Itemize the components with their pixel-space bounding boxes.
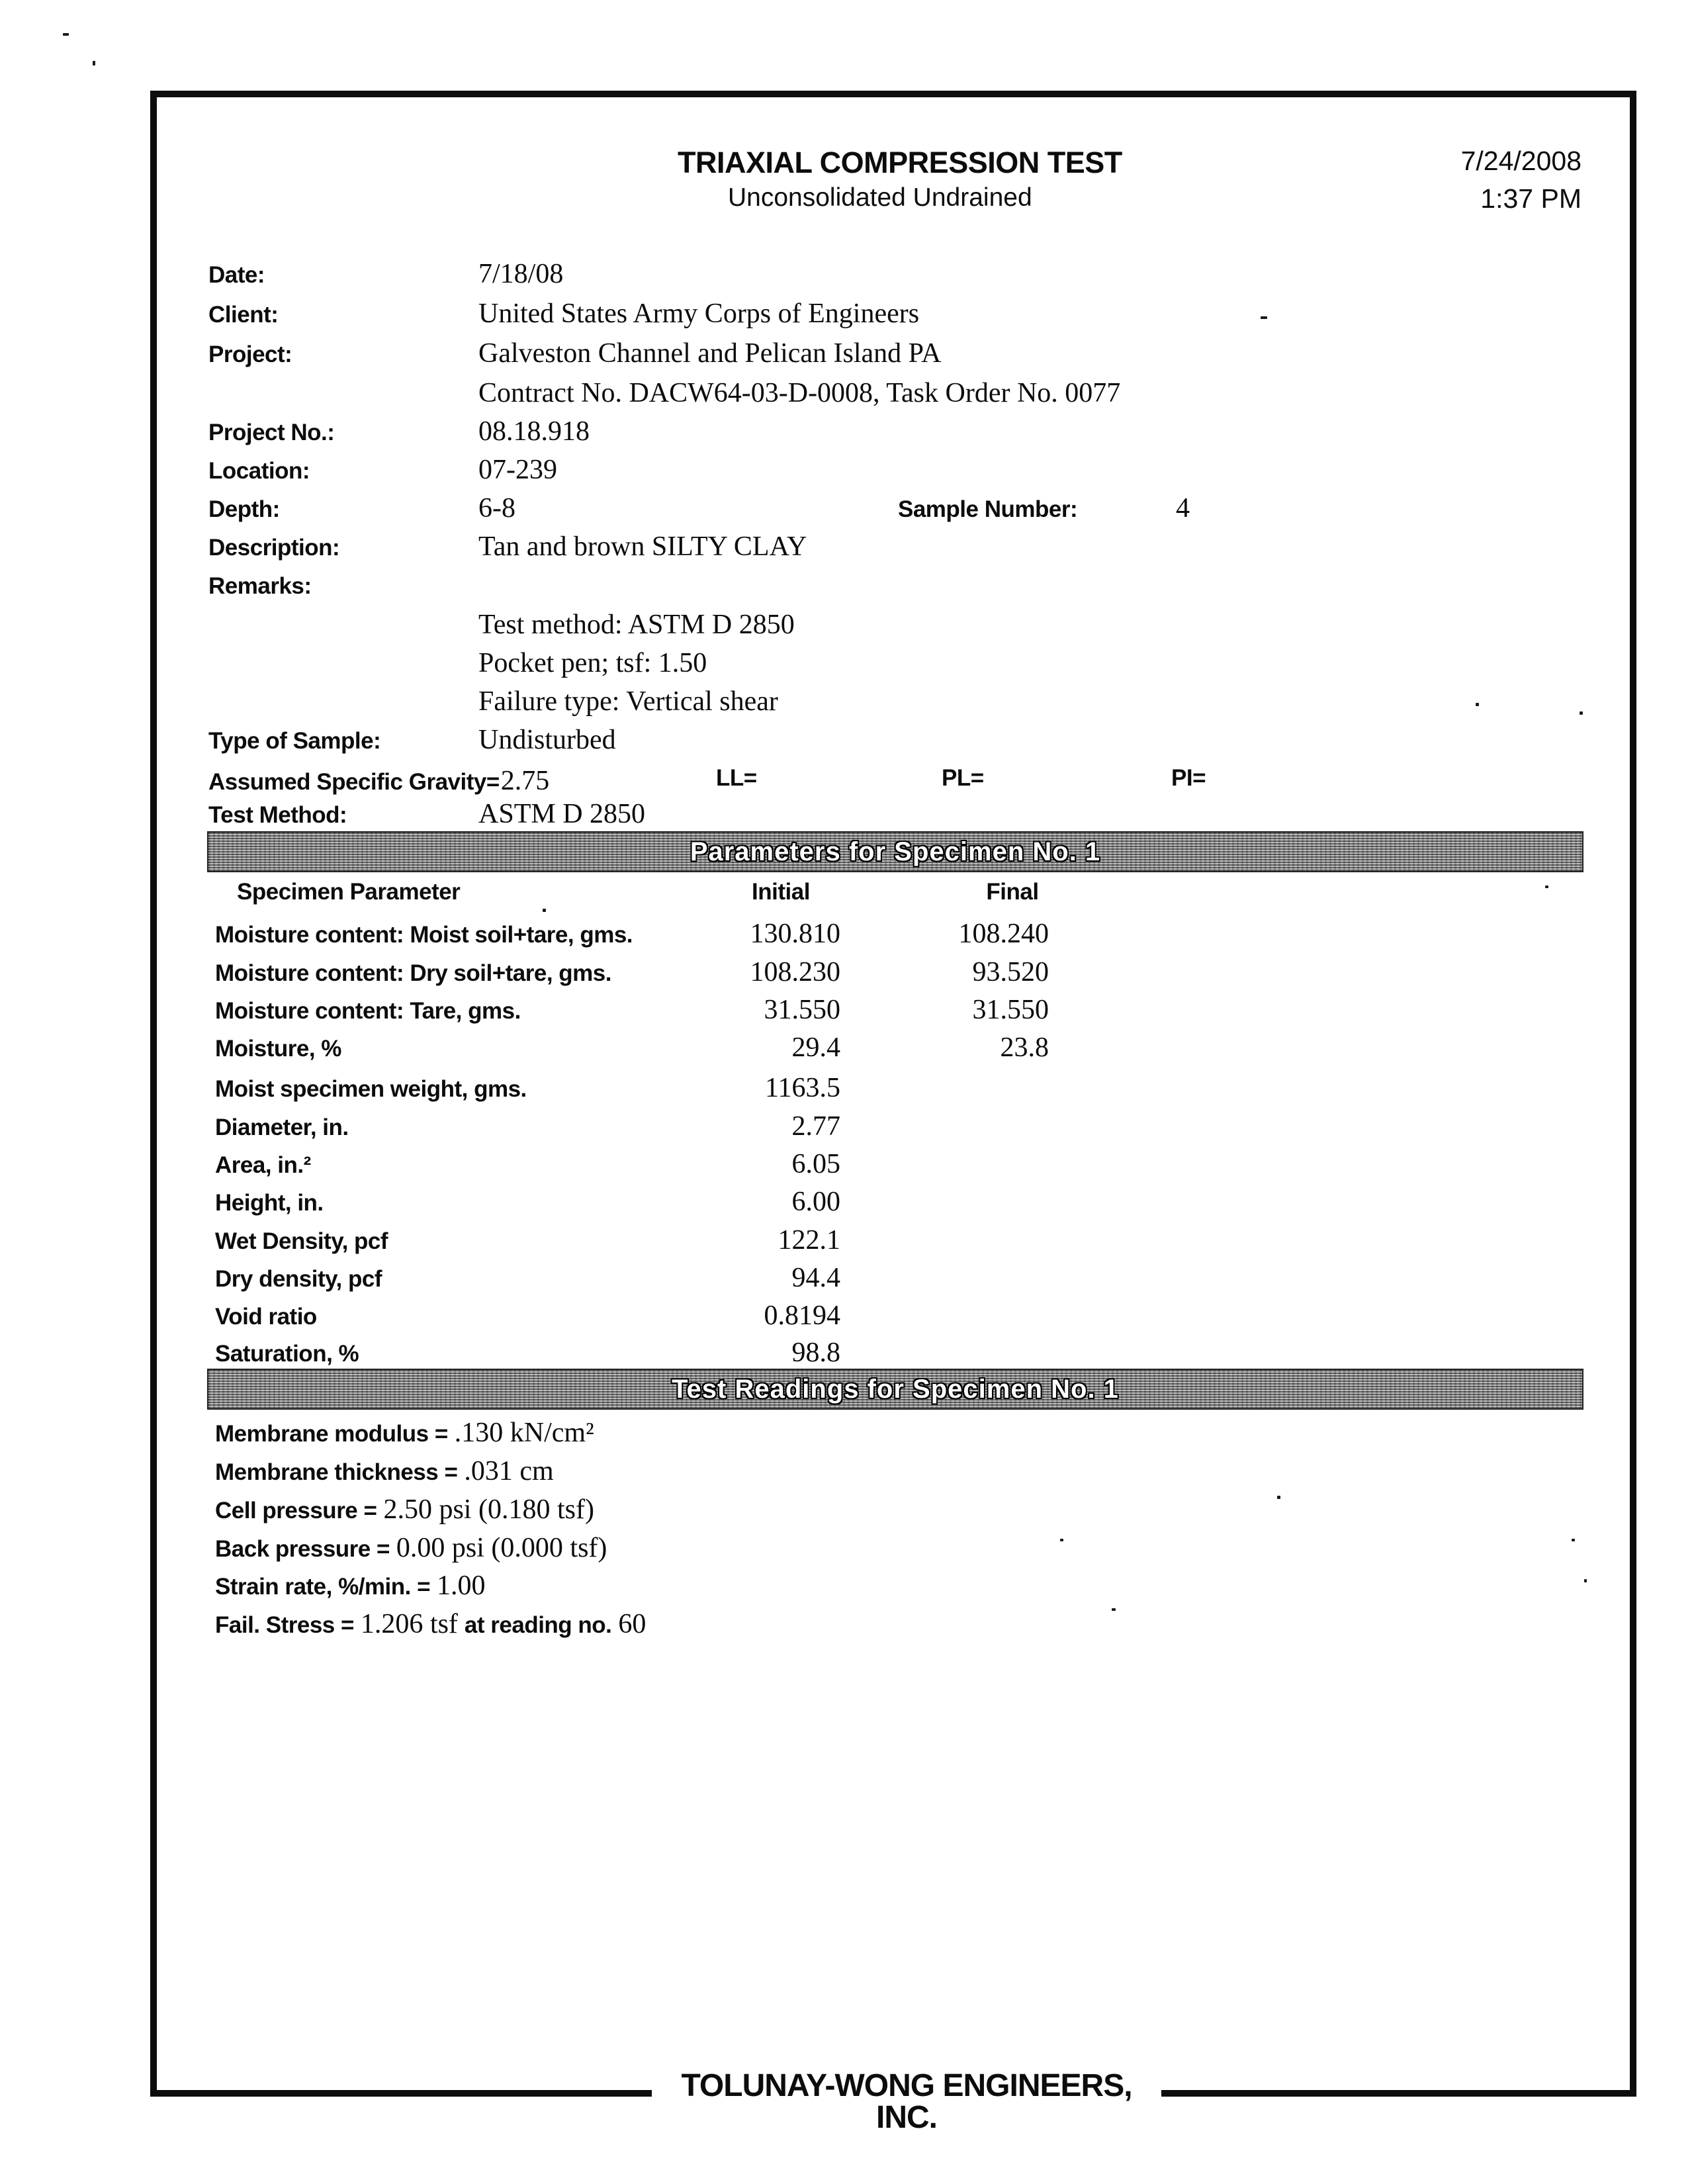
scan-speck xyxy=(1476,703,1479,706)
scan-speck xyxy=(1584,1579,1587,1582)
scan-speck xyxy=(63,33,69,36)
report-subtitle: Unconsolidated Undrained xyxy=(728,183,1032,212)
client-label: Client: xyxy=(208,302,279,328)
scan-speck xyxy=(1572,1539,1575,1541)
back-pressure-row xyxy=(215,1533,607,1563)
ll-label: LL= xyxy=(716,765,757,791)
project-contract-line: Contract No. DACW64-03-D-0008, Task Order No. 0077 xyxy=(478,378,1121,408)
description-value: Tan and brown SILTY CLAY xyxy=(478,531,807,562)
project-no-value: 08.18.918 xyxy=(478,416,590,447)
param-row-initial: 130.810 xyxy=(750,919,840,949)
scan-speck xyxy=(1580,711,1583,715)
scan-speck xyxy=(93,61,95,66)
sample-number-label: Sample Number: xyxy=(898,496,1078,522)
membrane-modulus-row xyxy=(215,1418,594,1447)
param-row-final: 23.8 xyxy=(1000,1032,1049,1063)
print-date: 7/24/2008 xyxy=(1460,146,1582,176)
pl-label: PL= xyxy=(942,765,984,791)
cell-pressure-row xyxy=(215,1495,594,1524)
column-header-initial: Initial xyxy=(752,879,810,905)
pi-label: PI= xyxy=(1171,765,1206,791)
project-label: Project: xyxy=(208,341,292,367)
cell-pressure-label: Cell pressure = xyxy=(215,1498,377,1524)
param-row-label: Area, in.² xyxy=(215,1152,311,1178)
sample-number-value: 4 xyxy=(1176,493,1190,523)
fail-stress-value: 1.206 tsf xyxy=(360,1609,458,1639)
remarks-label: Remarks: xyxy=(208,573,312,599)
param-row-initial: 31.550 xyxy=(764,995,840,1025)
param-row-initial: 122.1 xyxy=(778,1225,840,1255)
param-row-label: Moisture content: Dry soil+tare, gms. xyxy=(215,960,611,986)
back-pressure-value: 0.00 psi (0.000 tsf) xyxy=(396,1533,607,1563)
membrane-modulus-label: Membrane modulus = xyxy=(215,1421,448,1447)
param-row-label: Wet Density, pcf xyxy=(215,1228,388,1254)
param-row-label: Diameter, in. xyxy=(215,1115,349,1140)
fail-stress-reading: 60 xyxy=(618,1609,646,1639)
back-pressure-label: Back pressure = xyxy=(215,1536,390,1562)
specific-gravity-label: Assumed Specific Gravity= xyxy=(208,769,500,795)
project-no-label: Project No.: xyxy=(208,420,335,445)
fail-stress-at-label: at reading no. xyxy=(464,1612,612,1638)
parameters-banner xyxy=(207,831,1583,872)
print-time: 1:37 PM xyxy=(1480,183,1582,214)
client-value: United States Army Corps of Engineers xyxy=(478,298,920,329)
specific-gravity-value: 2.75 xyxy=(500,766,550,796)
param-row-initial: 29.4 xyxy=(791,1032,840,1063)
description-label: Description: xyxy=(208,535,340,561)
scan-speck xyxy=(1261,316,1267,319)
date-value: 7/18/08 xyxy=(478,259,564,289)
scan-speck xyxy=(1545,886,1548,888)
fail-stress-row xyxy=(215,1610,646,1639)
param-row-label: Moist specimen weight, gms. xyxy=(215,1076,527,1102)
param-row-initial: 94.4 xyxy=(791,1263,840,1293)
param-row-initial: 0.8194 xyxy=(764,1300,840,1331)
param-row-label: Moisture, % xyxy=(215,1036,341,1062)
location-value: 07-239 xyxy=(478,455,557,485)
param-row-initial: 108.230 xyxy=(750,957,840,987)
param-row-initial: 2.77 xyxy=(791,1111,840,1142)
membrane-thickness-value: .031 cm xyxy=(464,1456,554,1486)
scan-speck xyxy=(1060,1539,1063,1541)
strain-rate-row xyxy=(215,1571,486,1600)
cell-pressure-value: 2.50 psi (0.180 tsf) xyxy=(383,1494,594,1525)
param-row-initial: 1163.5 xyxy=(765,1073,840,1103)
strain-rate-label: Strain rate, %/min. = xyxy=(215,1574,431,1600)
param-row-label: Void ratio xyxy=(215,1304,317,1330)
test-readings-banner-title: Test Readings for Specimen No. 1 xyxy=(672,1374,1119,1404)
test-method-note: Test method: ASTM D 2850 xyxy=(478,610,795,640)
param-row-final: 93.520 xyxy=(972,957,1049,987)
scan-speck xyxy=(543,909,546,912)
param-row-initial: 6.00 xyxy=(791,1187,840,1217)
depth-label: Depth: xyxy=(208,496,280,522)
test-method-label: Test Method: xyxy=(208,802,347,828)
column-header-parameter: Specimen Parameter xyxy=(237,879,461,905)
fail-stress-label: Fail. Stress = xyxy=(215,1612,354,1638)
membrane-thickness-label: Membrane thickness = xyxy=(215,1459,458,1485)
scan-speck xyxy=(1277,1496,1280,1499)
param-row-final: 108.240 xyxy=(958,919,1049,949)
pocket-pen-note: Pocket pen; tsf: 1.50 xyxy=(478,648,707,678)
param-row-initial: 98.8 xyxy=(791,1338,840,1368)
project-value: Galveston Channel and Pelican Island PA xyxy=(478,338,942,369)
report-title: TRIAXIAL COMPRESSION TEST xyxy=(678,146,1122,179)
param-row-final: 31.550 xyxy=(972,995,1049,1025)
date-label: Date: xyxy=(208,262,265,288)
type-of-sample-value: Undisturbed xyxy=(478,725,616,755)
failure-type-note: Failure type: Vertical shear xyxy=(478,686,778,717)
scan-speck xyxy=(1112,1608,1116,1611)
membrane-modulus-value: .130 kN/cm² xyxy=(454,1418,594,1448)
location-label: Location: xyxy=(208,458,310,484)
membrane-thickness-row xyxy=(215,1457,554,1486)
type-of-sample-label: Type of Sample: xyxy=(208,728,381,754)
depth-value: 6-8 xyxy=(478,493,515,523)
footer-company-name: TOLUNAY-WONG ENGINEERS, INC. xyxy=(681,2068,1132,2135)
param-row-label: Dry density, pcf xyxy=(215,1266,382,1292)
param-row-label: Moisture content: Tare, gms. xyxy=(215,998,521,1024)
param-row-label: Height, in. xyxy=(215,1190,324,1216)
parameters-banner-title: Parameters for Specimen No. 1 xyxy=(690,837,1101,866)
specific-gravity-row xyxy=(208,766,549,796)
param-row-initial: 6.05 xyxy=(791,1149,840,1179)
strain-rate-value: 1.00 xyxy=(437,1570,486,1601)
test-readings-banner xyxy=(207,1369,1583,1410)
column-header-final: Final xyxy=(986,879,1039,905)
test-method-value: ASTM D 2850 xyxy=(478,799,646,829)
param-row-label: Saturation, % xyxy=(215,1341,359,1367)
param-row-label: Moisture content: Moist soil+tare, gms. xyxy=(215,922,633,948)
